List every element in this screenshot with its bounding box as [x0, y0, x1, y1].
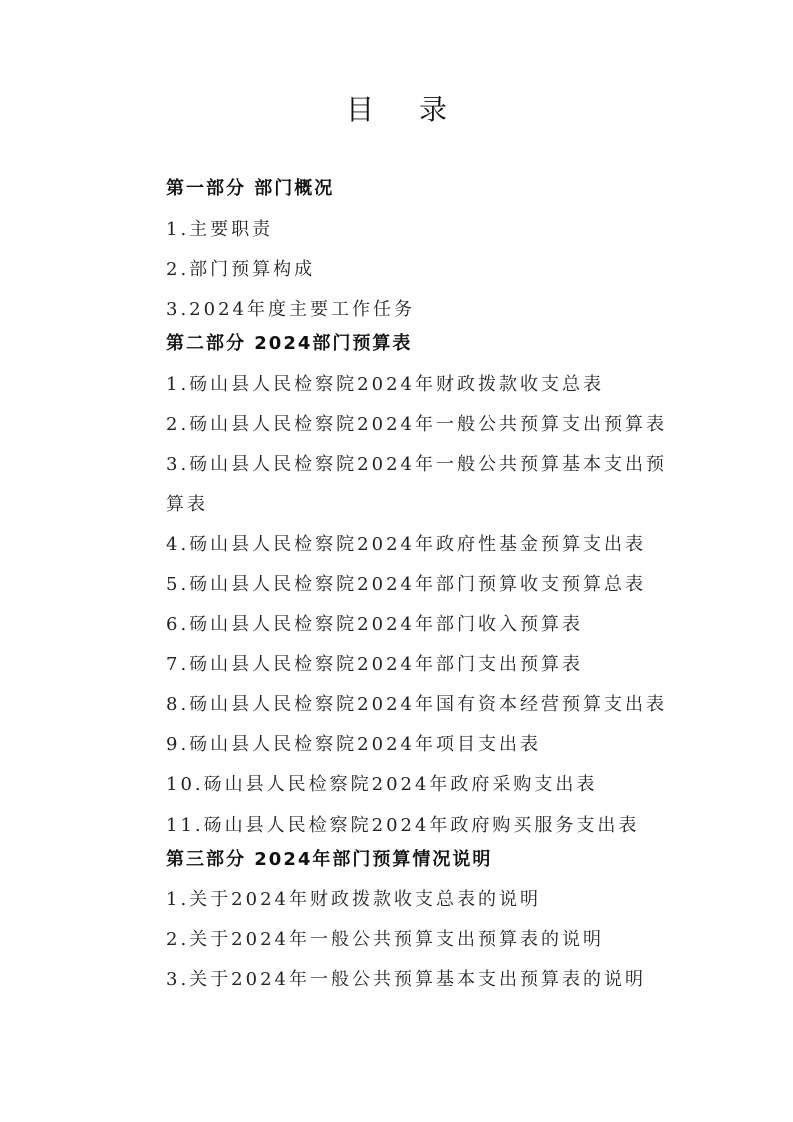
toc-item: 2.砀山县人民检察院2024年一般公共预算支出预算表 — [166, 414, 667, 435]
toc-item: 3.关于2024年一般公共预算基本支出预算表的说明 — [166, 969, 646, 990]
toc-item: 1.砀山县人民检察院2024年财政拨款收支总表 — [166, 374, 604, 395]
toc-item: 11.砀山县人民检察院2024年政府购买服务支出表 — [166, 815, 640, 836]
toc-title: 目 录 — [346, 93, 465, 126]
toc-item: 1.主要职责 — [166, 219, 274, 240]
toc-item: 6.砀山县人民检察院2024年部门收入预算表 — [166, 614, 583, 635]
toc-item: 1.关于2024年财政拨款收支总表的说明 — [166, 889, 541, 910]
toc-item: 9.砀山县人民检察院2024年项目支出表 — [166, 734, 541, 755]
section-heading: 第一部分 部门概况 — [166, 178, 335, 199]
toc-item: 8.砀山县人民检察院2024年国有资本经营预算支出表 — [166, 694, 667, 715]
toc-item: 2.部门预算构成 — [166, 259, 316, 280]
toc-item: 3.2024年度主要工作任务 — [166, 299, 415, 320]
section-heading: 第二部分 2024部门预算表 — [166, 333, 413, 354]
toc-item: 3.砀山县人民检察院2024年一般公共预算基本支出预 — [166, 454, 667, 475]
toc-item: 4.砀山县人民检察院2024年政府性基金预算支出表 — [166, 534, 646, 555]
toc-item-continuation: 算表 — [166, 494, 208, 515]
toc-item: 10.砀山县人民检察院2024年政府采购支出表 — [166, 774, 598, 795]
section-heading: 第三部分 2024年部门预算情况说明 — [166, 849, 493, 870]
toc-item: 7.砀山县人民检察院2024年部门支出预算表 — [166, 654, 583, 675]
toc-item: 5.砀山县人民检察院2024年部门预算收支预算总表 — [166, 574, 646, 595]
toc-item: 2.关于2024年一般公共预算支出预算表的说明 — [166, 929, 604, 950]
